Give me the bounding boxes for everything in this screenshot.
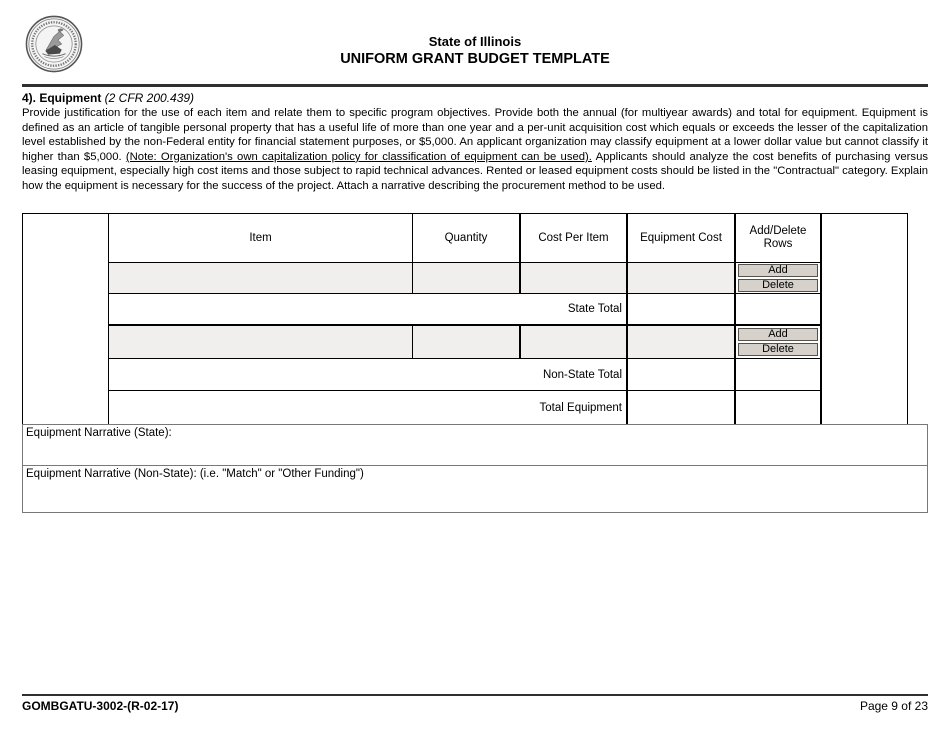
section-cfr-reference: (2 CFR 200.439): [101, 91, 195, 105]
section-number-title: 4). Equipment: [22, 91, 102, 105]
state-delete-row-button[interactable]: Delete: [738, 279, 818, 292]
instructions-text-pre: Provide justification for the use of each item and relate them to specific program objectives. Provide both the annual (for multiyear awards) and total for equipment. Equipment is defined as an article of tangible personal property that has a useful life of more than one year and a per-unit acquisition cost which equals or exceeds the lesser of the capitalization level established by the non-Federal entity for financial statement purposes, or $5,000. An applicant organization may classify equipment at a lower dollar value but cannot classify it higher than $5,000.: [22, 107, 928, 163]
header-divider: [22, 84, 928, 87]
non-state-add-row-button[interactable]: Add: [738, 328, 818, 341]
state-total-label: State Total: [108, 294, 626, 326]
form-number: GOMBGATU-3002-(R-02-17): [22, 699, 179, 713]
state-item-input[interactable]: [108, 263, 412, 294]
instructions-text-post: Applicants should analyze the cost benefits of purchasing versus leasing equipment, especially high cost items and those subject to rapid technical advances. Rented or leased equipment costs should be listed in the "Contractual" category. Explain how the equipment is necessary for the success of the project. Attach a narrative describing the procurement method to be used.: [22, 150, 929, 192]
footer-divider: [22, 694, 928, 696]
equipment-budget-table: [22, 213, 908, 425]
document-title-block: [0, 34, 950, 68]
state-quantity-input[interactable]: [412, 263, 519, 294]
non-state-cost-per-item-input[interactable]: [519, 326, 626, 359]
non-state-delete-row-button[interactable]: Delete: [738, 343, 818, 356]
equipment-narrative-state-box[interactable]: [22, 424, 928, 466]
non-state-equipment-cost-input[interactable]: [626, 326, 734, 359]
non-state-total-label: Non-State Total: [108, 359, 626, 391]
total-equipment-label: Total Equipment: [108, 391, 626, 424]
state-add-row-button[interactable]: Add: [738, 264, 818, 277]
non-state-row-buttons-cell: [734, 326, 820, 359]
section-heading: [22, 91, 194, 105]
state-row-buttons-cell: [734, 263, 820, 294]
table-right-margin-cell: [820, 214, 907, 424]
column-header-cost-per-item: Cost Per Item: [519, 214, 626, 263]
state-total-spacer-cell: [734, 294, 820, 326]
column-header-item: Item: [108, 214, 412, 263]
non-state-total-spacer-cell: [734, 359, 820, 391]
equipment-narrative-non-state-label: Equipment Narrative (Non-State): (i.e. "Match" or "Other Funding"): [26, 468, 364, 480]
equipment-narrative-non-state-box[interactable]: [22, 465, 928, 513]
state-total-value-cell: [626, 294, 734, 326]
state-equipment-cost-input[interactable]: [626, 263, 734, 294]
total-equipment-value-cell: [626, 391, 734, 424]
table-left-margin-cell: [23, 214, 108, 424]
column-header-quantity: Quantity: [412, 214, 519, 263]
state-cost-per-item-input[interactable]: [519, 263, 626, 294]
total-equipment-spacer-cell: [734, 391, 820, 424]
non-state-quantity-input[interactable]: [412, 326, 519, 359]
column-header-equipment-cost: Equipment Cost: [626, 214, 734, 263]
column-header-add-delete-rows: Add/Delete Rows: [734, 214, 820, 263]
instructions-underlined-note: (Note: Organization's own capitalization policy for classification of equipment can be used).: [125, 150, 592, 163]
equipment-narrative-state-label: Equipment Narrative (State):: [26, 427, 172, 439]
page-indicator: Page 9 of 23: [859, 699, 928, 713]
non-state-item-input[interactable]: [108, 326, 412, 359]
section-instructions: [22, 106, 928, 194]
non-state-total-value-cell: [626, 359, 734, 391]
document-title-state: State of Illinois: [428, 34, 522, 49]
document-title-main: UNIFORM GRANT BUDGET TEMPLATE: [340, 51, 610, 67]
